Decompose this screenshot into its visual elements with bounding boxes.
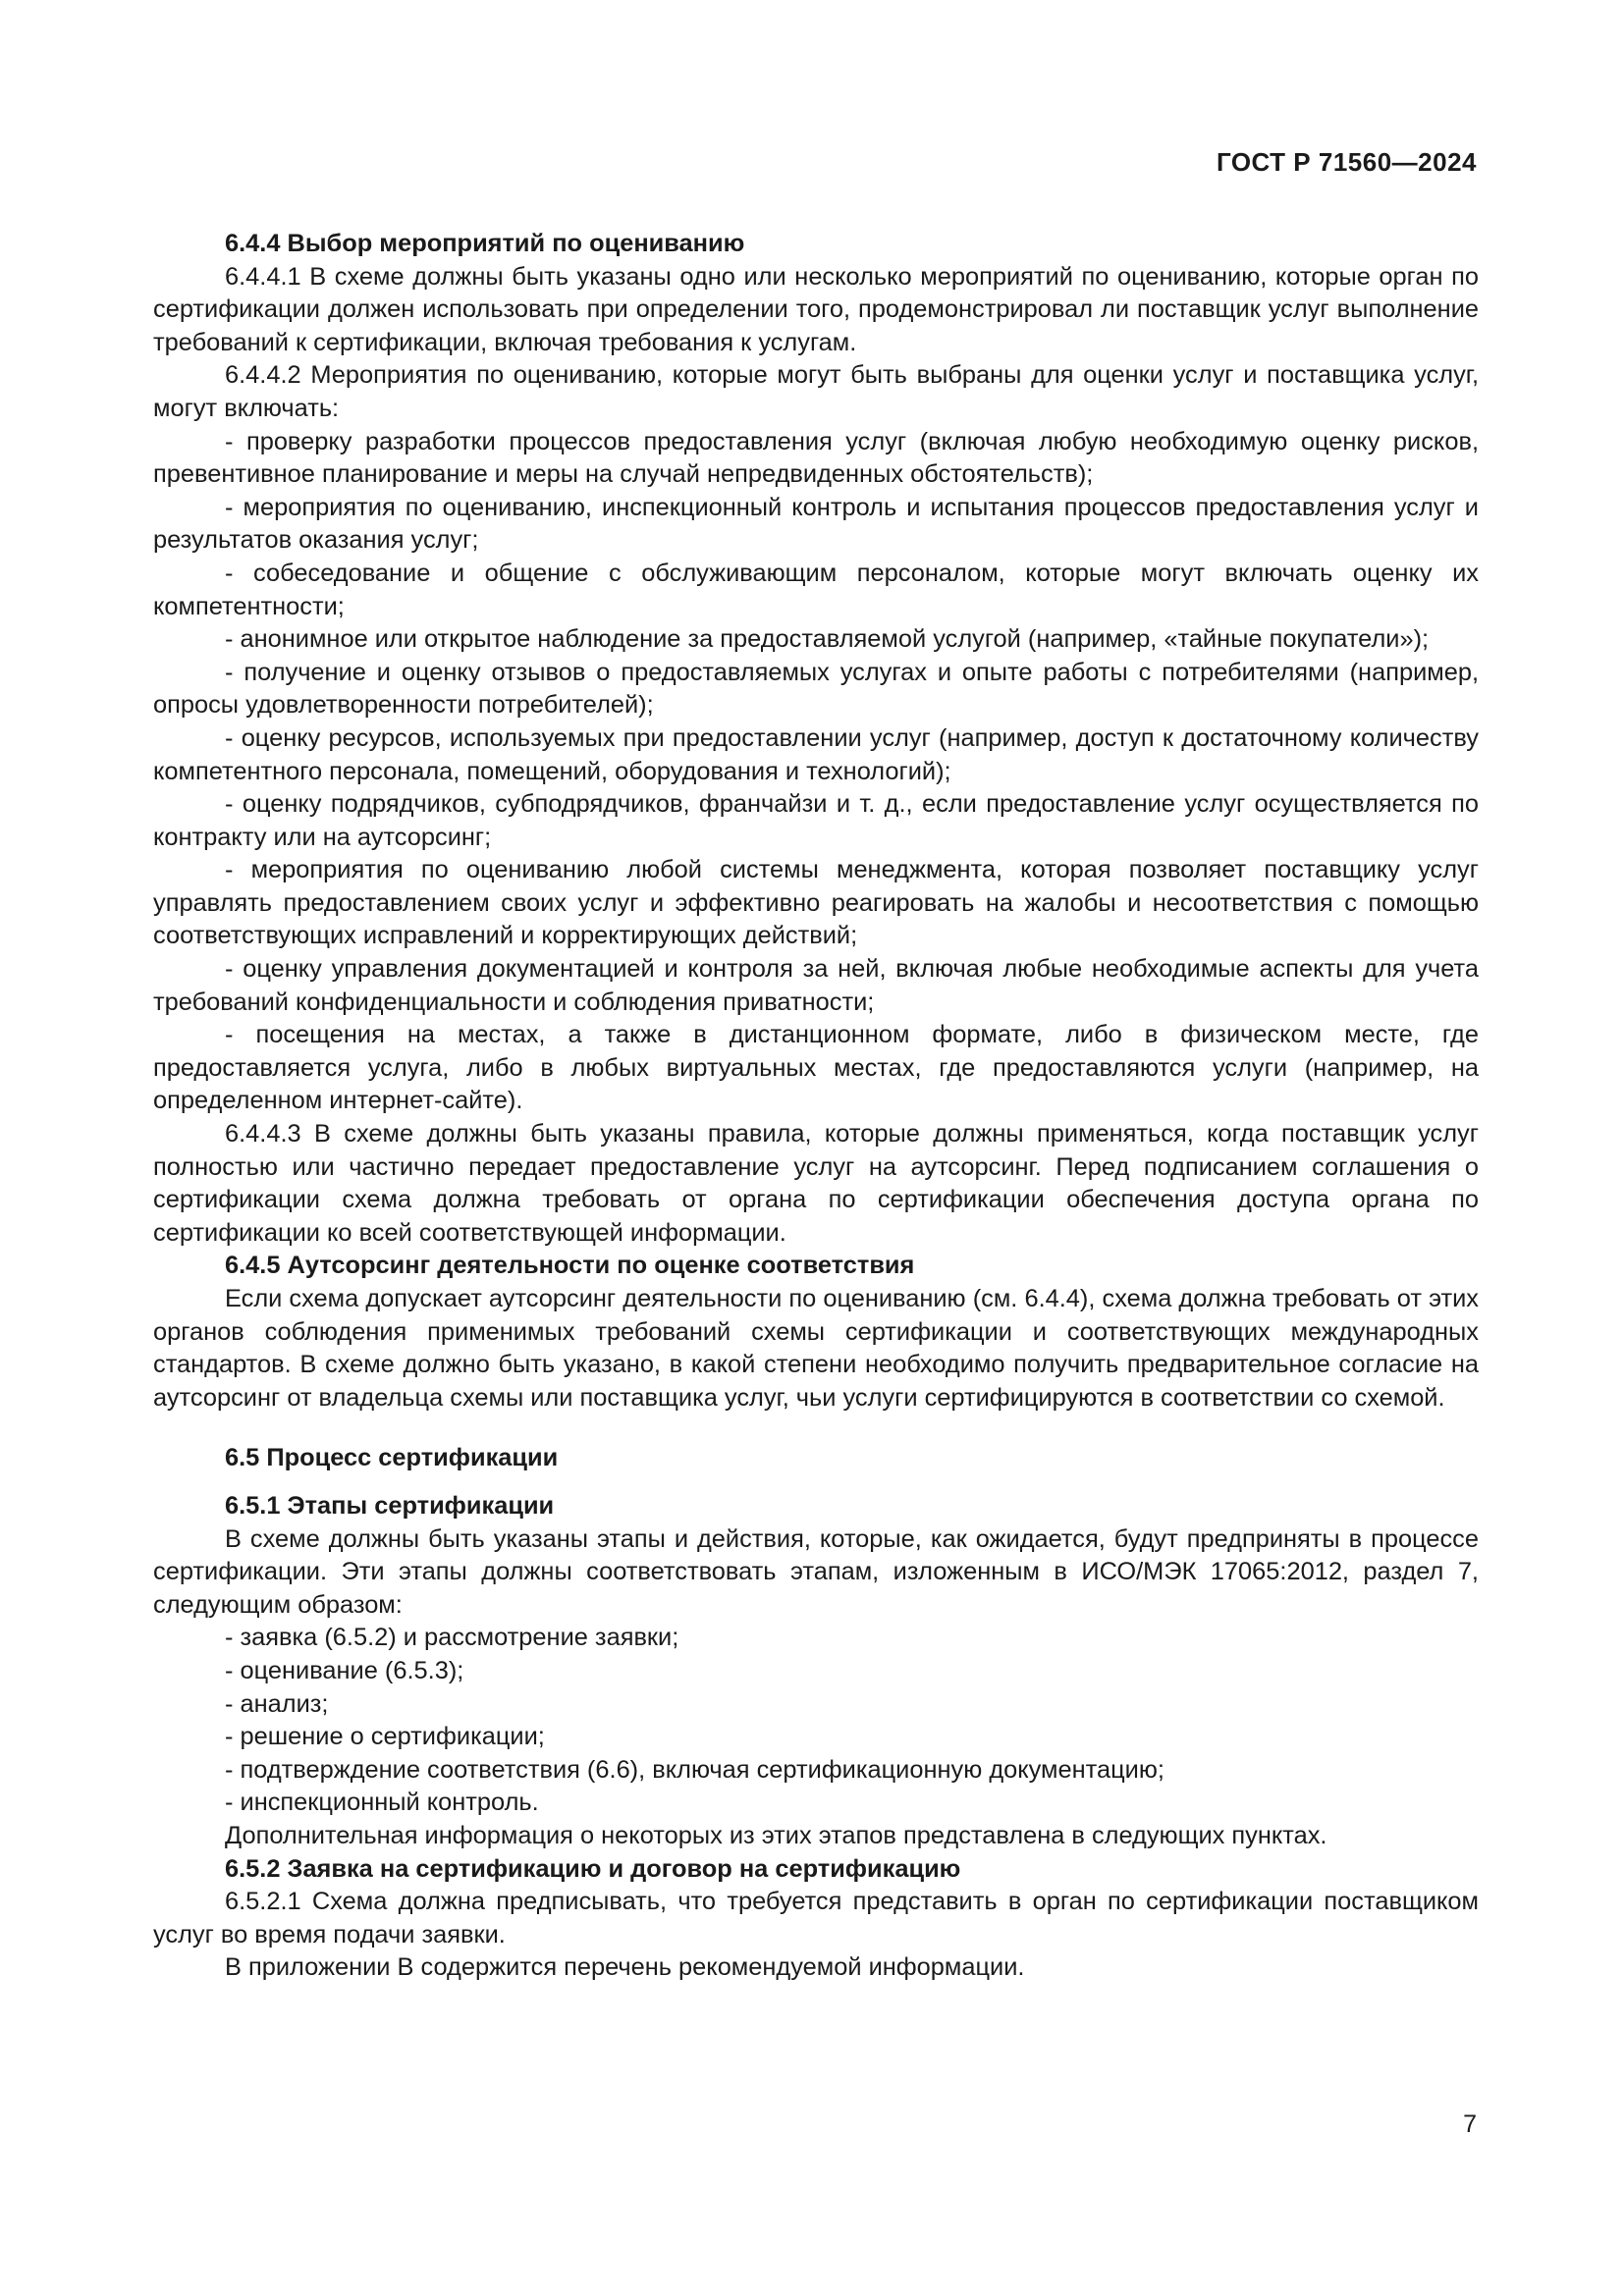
list-item: - оценку ресурсов, используемых при предоставлении услуг (например, доступ к достаточному количеству компетентного персонала, помещений, оборудования и технологий); bbox=[153, 723, 1479, 785]
subsection-heading: 6.4.5 Аутсорсинг деятельности по оценке соответствия bbox=[225, 1252, 915, 1280]
paragraph: 6.4.4.3 В схеме должны быть указаны правила, которые должны применяться, когда поставщик услуг полностью или частично передает предоставление услуг на аутсорсинг. Перед подписанием соглашения о сертификации схема должна требовать от органа по сертификации обеспечения доступа органа по сертификации ко всей соответствующей информации. bbox=[153, 1120, 1479, 1247]
subsection-heading: 6.5.1 Этапы сертификации bbox=[225, 1491, 555, 1520]
paragraph: Если схема допускает аутсорсинг деятельности по оцениванию (см. 6.4.4), схема должна требовать от этих органов соблюдения применимых требований схемы сертификации и соответствующих международных стандартов. В схеме должно быть указано, в какой степени необходимо получить предварительное согласие на аутсорсинг от владельца схемы или поставщика услуг, чьи услуги сертифицируются в соответствии со схемой. bbox=[153, 1285, 1479, 1412]
list-item: - собеседование и общение с обслуживающим персоналом, которые могут включать оценку их компетентности; bbox=[153, 559, 1479, 620]
list-item: - посещения на местах, а также в дистанционном формате, либо в физическом месте, где предоставляется услуга, либо в любых виртуальных местах, где предоставляются услуги (например, на определенном интернет-сайте). bbox=[153, 1021, 1479, 1115]
document-body bbox=[153, 228, 1479, 1985]
section-heading: 6.5 Процесс сертификации bbox=[225, 1444, 559, 1472]
list-item: - мероприятия по оцениванию любой системы менеджмента, которая позволяет поставщику услуг управлять предоставлением своих услуг и эффективно реагировать на жалобы и несоответствия с помощью соответствующих исправлений и корректирующих действий; bbox=[153, 856, 1479, 950]
list-item: - анализ; bbox=[225, 1689, 329, 1718]
list-item: - проверку разработки процессов предоставления услуг (включая любую необходимую оценку рисков, превентивное планирование и меры на случай непредвиденных обстоятельств); bbox=[153, 427, 1479, 489]
paragraph: В схеме должны быть указаны этапы и действия, которые, как ожидается, будут предприняты в процессе сертификации. Эти этапы должны соответствовать этапам, изложенным в ИСО/МЭК 17065:2012, раздел 7, следующим образом: bbox=[153, 1524, 1479, 1619]
list-item: - мероприятия по оцениванию, инспекционный контроль и испытания процессов предоставления услуг и результатов оказания услуг; bbox=[153, 493, 1479, 555]
paragraph: Дополнительная информация о некоторых из этих этапов представлена в следующих пунктах. bbox=[225, 1821, 1327, 1849]
list-item: - заявка (6.5.2) и рассмотрение заявки; bbox=[225, 1624, 679, 1652]
list-item: - оценивание (6.5.3); bbox=[225, 1656, 464, 1684]
list-item: - подтверждение соответствия (6.6), включая сертификационную документацию; bbox=[225, 1755, 1164, 1784]
paragraph: 6.4.4.1 В схеме должны быть указаны одно или несколько мероприятий по оцениванию, которые орган по сертификации должен использовать при определении того, продемонстрировал ли поставщик услуг выполнение требований к сертификации, включая требования к услугам. bbox=[153, 262, 1479, 356]
paragraph: 6.4.4.2 Мероприятия по оцениванию, которые могут быть выбраны для оценки услуг и поставщика услуг, могут включать: bbox=[153, 361, 1479, 422]
list-item: - инспекционный контроль. bbox=[225, 1789, 539, 1817]
page-number: 7 bbox=[1463, 2110, 1477, 2138]
subsection-heading: 6.4.4 Выбор мероприятий по оцениванию bbox=[225, 230, 745, 257]
paragraph: В приложении В содержится перечень рекомендуемой информации. bbox=[225, 1953, 1025, 1982]
list-item: - решение о сертификации; bbox=[225, 1723, 545, 1751]
list-item: - получение и оценку отзывов о предоставляемых услугах и опыте работы с потребителями (например, опросы удовлетворенности потребителей); bbox=[153, 658, 1479, 720]
list-item: - оценку управления документацией и контроля за ней, включая любые необходимые аспекты для учета требований конфиденциальности и соблюдения приватности; bbox=[153, 955, 1479, 1016]
list-item: - анонимное или открытое наблюдение за предоставляемой услугой (например, «тайные покупатели»); bbox=[225, 625, 1430, 654]
paragraph: 6.5.2.1 Схема должна предписывать, что требуется представить в орган по сертификации поставщиком услуг во время подачи заявки. bbox=[153, 1888, 1479, 1949]
subsection-heading: 6.5.2 Заявка на сертификацию и договор на сертификацию bbox=[225, 1854, 961, 1883]
list-item: - оценку подрядчиков, субподрядчиков, франчайзи и т. д., если предоставление услуг осуществляется по контракту или на аутсорсинг; bbox=[153, 790, 1479, 851]
document-header: ГОСТ Р 71560—2024 bbox=[1216, 147, 1477, 177]
